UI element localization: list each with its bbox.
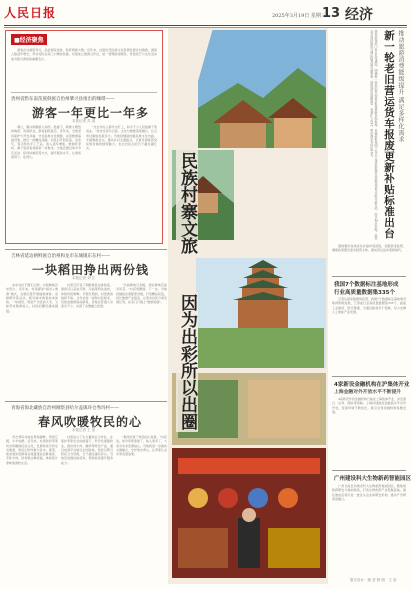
feature-title-top: 民族村寨文旅 — [177, 152, 197, 254]
brief-1-rule — [332, 276, 406, 277]
right-main-body: 商务部等部门近日发布通知，明确新一轮老旧营运货车报废更新补贴标准。对提前报废国三及以下排放标准营运类柴油货车并购买新车的，给予相应补贴。此举旨在加快推进交通运输领域设备更新，促进绿色低碳转型，有效扩大内需，更好满足多样化需求。 — [369, 30, 378, 240]
story-3-kicker: 青海省海北藏族自治州刚察县哈尔盖镇环仓秀玛村—— — [11, 406, 119, 411]
story-3-body-3: "春风吹进了牧民的心坎里。"村民说，如今草原更绿了，收入更多了，大家对未来充满信心。当地将进一步推动文旅融合，守护绿水青山，让草原儿女共享发展成果。 — [116, 435, 167, 457]
story-1-headline: 游客一年更比一年多 — [32, 106, 150, 120]
story-1-byline: 本报记者 苏 滨 — [72, 119, 96, 123]
page-number: 13 — [322, 6, 341, 21]
story-1-kicker: 贵州省黔东南苗族侗族自治州肇兴县推出的咖啡—— — [11, 97, 115, 102]
story-1-body-right: "过去年轻人都外出打工，如今不少人回到寨子里创业。"村党支部书记说。文化与旅游深度融合，让古老村寨焕发新活力。当地将继续挖掘民族文化内涵，丰富旅游业态，推动乡村全面振兴，让更多游客感受民族村寨的独特魅力，也让村民们的日子越过越红火。 — [86, 125, 157, 151]
story-3-headline: 春风吹暖牧民的心 — [38, 415, 143, 429]
right-main-subtitle: 推动旅游消费能级提升 满足多样化需求 — [397, 30, 404, 143]
section-title: 经济 — [345, 7, 373, 23]
brief-3-body: 广州日前启动建设科大生物新药智能园区，聚焦创新药研发与智能制造，打造生物医药产业集聚高地。园区建成后将引进一批龙头企业和研发机构，推动产学研深度融合。 — [332, 484, 406, 501]
story-3-byline: 本报记者 王 浩 — [72, 428, 96, 432]
story-1-lead-text: 游客在村寨里穿行，品尝侗家美食，聆听侗族大歌。近年来，这里依托民族文化资源发展乡村旅游，游客人数逐年增长，带动村民在家门口增收致富。村里成立旅游合作社，统一管理接待服务，传统技艺与文化活动成为吸引游客的重要名片。 — [11, 48, 157, 61]
brief-1-body: 记者从国家数据局获悉，我国7个数据标注基地建设取得积极进展，已形成行业高质量数据集335个，涵盖工业制造、医疗健康、交通运输等多个领域，有力支撑人工智能产业发展。 — [332, 297, 406, 314]
story-3-top-rule — [5, 401, 167, 402]
right-main-body-lower: 通知要求各地优化补贴申领流程，加强资金监管，确保政策惠及更多经营主体，推动营运货车更新换代。 — [332, 244, 406, 253]
brief-2-rule — [332, 376, 406, 377]
brief-3-headline: 广州建设科大生物新药智能园区 — [334, 476, 411, 482]
story-2-body-1: 东东村位于图们江畔，水稻种植历史悠久。近年来，村里探索"稻田+旅游"模式，在稻田里开展插秧体验、农耕研学等活动，吸引城市游客前来体验。一块稻田，既能产出优质大米，又能带来旅游收入，村民的腰包越来越鼓。 — [6, 283, 58, 313]
brief-3-rule — [332, 470, 406, 471]
column-tag: ■经济聚焦 — [11, 34, 47, 45]
story-3-body-1: 环仓秀玛村地处青海湖畔，草原辽阔，牛羊成群。近年来，村里依托草原风光和藏族民俗文化，发展牧家乐和生态旅游，牧民们纷纷参与其中。夏季，前来观光的游客在帐篷里品尝酥油茶、手抓羊肉，欣赏锅庄舞表演，体验原汁原味的游牧生活。 — [6, 435, 58, 465]
story-3-body-2: 村里成立了生态畜牧业合作社，在保护草原生态的前提下，科学发展畜牧业，推出牦牛肉、酸奶等特色产品，通过电商平台销往全国各地。牧民们既当牧民又当导游，日子越过越有奔头。当地还加强技能培训，帮助牧民提升服务能力。 — [61, 435, 113, 465]
feature-title-bottom: 因为出彩所以出圈 — [177, 294, 197, 430]
brief-1-headline: 我国7个数据标注基地形成 — [334, 282, 399, 288]
story-2-body-3: "以前种地只卖粮，现在种地还能卖风景。"村民感慨道。下一步，当地将继续完善配套设施，打造精品民宿，延长旅游产业链条，让更多村民分享发展红利，在家门口端上"旅游饭碗"。 — [116, 283, 167, 305]
brief-2-body: 4家新设外资金融机构日前在上海集体开业，涉及银行、证券、保险等领域。上海持续推进金融高水平对外开放，营商环境不断优化，吸引全球金融机构集聚发展。 — [332, 397, 406, 414]
story-1-body-left: 春日，肇兴侗寨游人如织。鼓楼下，侗族大歌悠扬响起；风雨桥边，游客拍照留念。近年来，当地坚持保护与开发并重，守住民族文化根脉，完善旅游基础设施，推出一批精品线路。村民们开起民宿、农家乐，售卖特色手工艺品，收入逐年增加。旅游旺季时，寨子里的客栈常常一房难求。当地还通过举办节庆活动、培训讲解员等方式，提升服务水平，让游客留得下、住得久。 — [11, 125, 81, 160]
newspaper-masthead: 人民日报 — [4, 6, 57, 20]
story-2-kicker: 吉林省延边朝鲜族自治州和龙市东城镇东东村—— — [11, 254, 110, 259]
footer-credit: 版式设计：姚 莹 制 图：王 浩 — [350, 578, 397, 582]
header-rule — [4, 25, 407, 26]
brief-2-headline: 4家新设金融机构在沪集体开业 — [334, 382, 410, 388]
story-1-sep — [11, 92, 157, 93]
story-2-body-2: 村里还打造了朝鲜族民俗体验馆，游客可以品尝打糕、冷面等特色美食，体验传统歌舞。节假日期间，村里游客络绎不绝。合作社统一收购村民稻米，包装成旅游商品销售，价格比普通大米高出不少，实现了农旅融合发展。 — [61, 283, 113, 309]
story-2-headline: 一块稻田挣出两份钱 — [32, 263, 150, 277]
brief-2-subhead: 上海金融对外开放水平不断提升 — [334, 390, 402, 395]
brief-1-subhead: 行业高质量数据集335个 — [334, 290, 395, 296]
dateline: 2025年3月19日 星期三 — [272, 13, 326, 19]
right-main-headline: 新一轮老旧营运货车报废更新补贴标准出台 — [383, 30, 395, 239]
story-2-top-rule — [5, 249, 167, 250]
story-2-byline: 本报记者 刘 江 — [72, 276, 96, 280]
